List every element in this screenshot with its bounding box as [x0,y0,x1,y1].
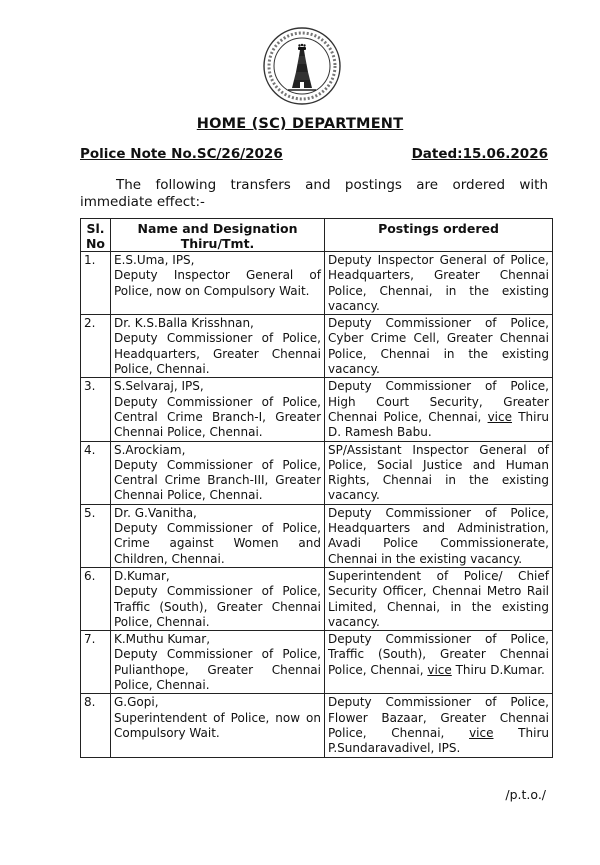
vice-word: vice [469,725,494,740]
posting-ordered: Deputy Commissioner of Police, Cyber Crime Cell, Greater Chennai Police, Chennai in the existing vacancy. [325,315,553,378]
posting-ordered [325,378,553,441]
table-row [81,567,553,630]
table-row [81,378,553,441]
table-row [81,631,553,694]
officer-designation: Deputy Commissioner of Police, Central Crime Branch-I, Greater Chennai Police, Chennai. [114,394,321,440]
officer-cell [111,504,325,567]
officer-name: S.Arockiam, [114,442,186,457]
officer-cell [111,315,325,378]
posting-ordered: Superintendent of Police/ Chief Security Officer, Chennai Metro Rail Limited, Chennai, in the existing vacancy. [325,567,553,630]
posting-text: Deputy Commissioner of Police, Traffic (South), Greater Chennai Police, Chennai, [328,632,549,677]
officer-cell [111,631,325,694]
officer-name: Dr. K.S.Balla Krisshnan, [114,316,254,331]
officer-name: G.Gopi, [114,695,159,710]
header-postings-ordered: Postings ordered [325,219,553,252]
officer-designation: Deputy Inspector General of Police, now on Compulsory Wait. [114,268,321,298]
officer-cell [111,378,325,441]
vice-word: vice [487,409,512,424]
officer-designation: Deputy Commissioner of Police, Central Crime Branch-III, Greater Chennai Police, Chennai. [114,457,321,503]
posting-ordered: Deputy Commissioner of Police, Headquarters and Administration, Avadi Police Commissionerate, Chennai in the existing vacancy. [325,504,553,567]
table-header-row [81,219,553,252]
posting-vice-officer: Thiru P.Sundaravadivel, IPS. [328,725,549,756]
officer-name: E.S.Uma, IPS, [114,253,195,267]
officer-name: Dr. G.Vanitha, [114,505,197,520]
row-serial: 8. [81,694,111,757]
officer-designation: Deputy Commissioner of Police, Traffic (South), Greater Chennai Police, Chennai. [114,584,321,629]
row-serial: 3. [81,378,111,441]
table-row [81,252,553,315]
table-row [81,694,553,757]
department-title: HOME (SC) DEPARTMENT [196,116,404,132]
table-row [81,504,553,567]
posting-vice-officer: Thiru D.Kumar. [455,662,545,677]
posting-text: Deputy Commissioner of Police, Flower Bazaar, Greater Chennai Police, Chennai, [328,695,549,740]
table-row [81,315,553,378]
state-emblem-icon [262,26,342,106]
posting-ordered [325,631,553,694]
officer-designation: Deputy Commissioner of Police, Pulianthope, Greater Chennai Police, Chennai. [114,647,321,693]
officer-cell [111,694,325,757]
row-serial: 1. [81,252,111,315]
row-serial: 7. [81,631,111,694]
posting-vice-officer: Thiru D. Ramesh Babu. [328,409,549,440]
page-turn-over-note: /p.t.o./ [505,787,546,802]
police-note-number: Police Note No.SC/26/2026 [80,146,283,162]
row-serial: 5. [81,504,111,567]
officer-designation: Deputy Commissioner of Police, Headquarters, Greater Chennai Police, Chennai. [114,331,321,377]
row-serial: 4. [81,441,111,504]
intro-paragraph: The following transfers and postings are ordered with immediate effect:- [80,177,548,210]
note-date: Dated:15.06.2026 [411,146,548,162]
officer-cell [111,252,325,315]
row-serial: 6. [81,567,111,630]
table-row [81,441,553,504]
header-sl-no: Sl. No [81,219,111,252]
posting-text: Deputy Commissioner of Police, High Court Security, Greater Chennai Police, Chennai, [328,379,549,424]
transfer-postings-table [80,218,553,758]
officer-designation: Deputy Commissioner of Police, Crime against Women and Children, Chennai. [114,521,321,566]
officer-name: K.Muthu Kumar, [114,632,211,647]
officer-cell [111,441,325,504]
vice-word: vice [427,662,452,677]
officer-name: D.Kumar, [114,568,170,583]
header-name-designation: Name and Designation Thiru/Tmt. [111,219,325,252]
officer-designation: Superintendent of Police, now on Compulsory Wait. [114,710,321,740]
officer-name: S.Selvaraj, IPS, [114,379,204,394]
row-serial: 2. [81,315,111,378]
posting-ordered: Deputy Inspector General of Police, Headquarters, Greater Chennai Police, Chennai, in the existing vacancy. [325,252,553,315]
posting-ordered [325,694,553,757]
officer-cell [111,567,325,630]
posting-ordered: SP/Assistant Inspector General of Police, Social Justice and Human Rights, Chennai in the existing vacancy. [325,441,553,504]
